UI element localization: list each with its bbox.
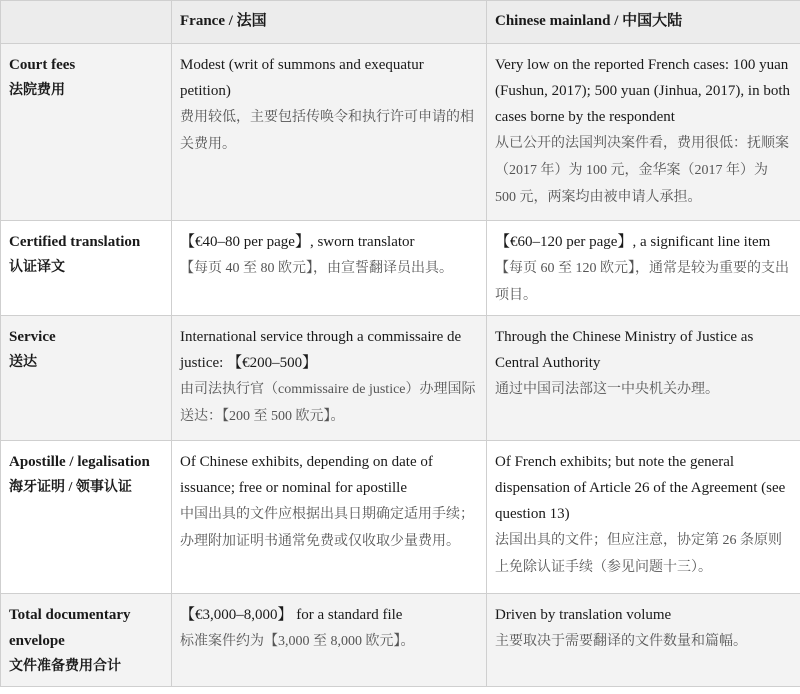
row-label-zh: 认证译文 [9, 260, 65, 275]
table-row [1, 316, 800, 441]
france-cell [172, 221, 487, 316]
row-label-en: Court fees [9, 57, 76, 73]
france-text-zh: 【每页 40 至 80 欧元】，由宣誓翻译员出具。 [180, 261, 453, 276]
china-text-en: Very low on the reported French cases: 100 yuan (Fushun, 2017); 500 yuan (Jinhua, 2017), in both cases borne by the respondent [495, 57, 790, 125]
china-text-zh: 通过中国司法部这一中央机关办理。 [495, 382, 719, 397]
row-label-cell [1, 44, 172, 221]
row-label-cell [1, 316, 172, 441]
china-text-en: Through the Chinese Ministry of Justice as Central Authority [495, 329, 754, 371]
france-text-en: 【€3,000–8,000】 for a standard file [180, 607, 403, 623]
france-text-en: Of Chinese exhibits, depending on date of issuance; free or nominal for apostille [180, 454, 433, 496]
china-text-zh: 法国出具的文件；但应注意，协定第 26 条原则上免除认证手续（参见问题十三）。 [495, 533, 782, 575]
china-cell [487, 441, 800, 594]
france-cell [172, 44, 487, 221]
china-cell [487, 594, 800, 687]
row-label-en: Total documentary envelope [9, 607, 131, 649]
france-text-en: Modest (writ of summons and exequatur petition) [180, 57, 424, 99]
row-label-zh: 法院费用 [9, 83, 65, 98]
france-text-en: International service through a commissaire de justice: 【€200–500】 [180, 329, 462, 371]
row-label-en: Service [9, 329, 56, 345]
france-cell [172, 441, 487, 594]
header-france: France / 法国 [172, 1, 487, 44]
china-text-zh: 从已公开的法国判决案件看，费用很低：抚顺案（2017 年）为 100 元，金华案（2017 年）为 500 元，两案均由被申请人承担。 [495, 136, 789, 205]
header-china: Chinese mainland / 中国大陆 [487, 1, 800, 44]
france-text-zh: 由司法执行官（commissaire de justice）办理国际送达：【200 至 500 欧元】。 [180, 382, 476, 424]
china-text-en: 【€60–120 per page】, a significant line item [495, 234, 771, 250]
china-text-zh: 【每页 60 至 120 欧元】，通常是较为重要的支出项目。 [495, 261, 789, 303]
table-row [1, 441, 800, 594]
row-label-cell [1, 441, 172, 594]
china-text-zh: 主要取决于需要翻译的文件数量和篇幅。 [495, 634, 747, 649]
row-label-zh: 海牙证明 / 领事认证 [9, 480, 132, 495]
china-cell [487, 221, 800, 316]
table-row [1, 594, 800, 687]
france-cell [172, 316, 487, 441]
row-label-cell [1, 221, 172, 316]
row-label-zh: 送达 [9, 355, 37, 370]
header-empty-cell [1, 1, 172, 44]
france-text-zh: 费用较低，主要包括传唤令和执行许可申请的相关费用。 [180, 110, 474, 152]
china-text-en: Driven by translation volume [495, 607, 672, 623]
row-label-cell [1, 594, 172, 687]
france-cell [172, 594, 487, 687]
france-text-en: 【€40–80 per page】, sworn translator [180, 234, 415, 250]
china-text-en: Of French exhibits; but note the general dispensation of Article 26 of the Agreement (see question 13) [495, 454, 786, 522]
row-label-en: Apostille / legalisation [9, 454, 150, 470]
row-label-zh: 文件准备费用合计 [9, 659, 121, 674]
header-row [1, 1, 800, 44]
china-cell [487, 44, 800, 221]
row-label-en: Certified translation [9, 234, 141, 250]
france-text-zh: 标准案件约为【3,000 至 8,000 欧元】。 [180, 634, 415, 649]
france-text-zh: 中国出具的文件应根据出具日期确定适用手续；办理附加证明书通常免费或仅收取少量费用。 [180, 507, 474, 549]
table-row [1, 44, 800, 221]
china-cell [487, 316, 800, 441]
table-row [1, 221, 800, 316]
